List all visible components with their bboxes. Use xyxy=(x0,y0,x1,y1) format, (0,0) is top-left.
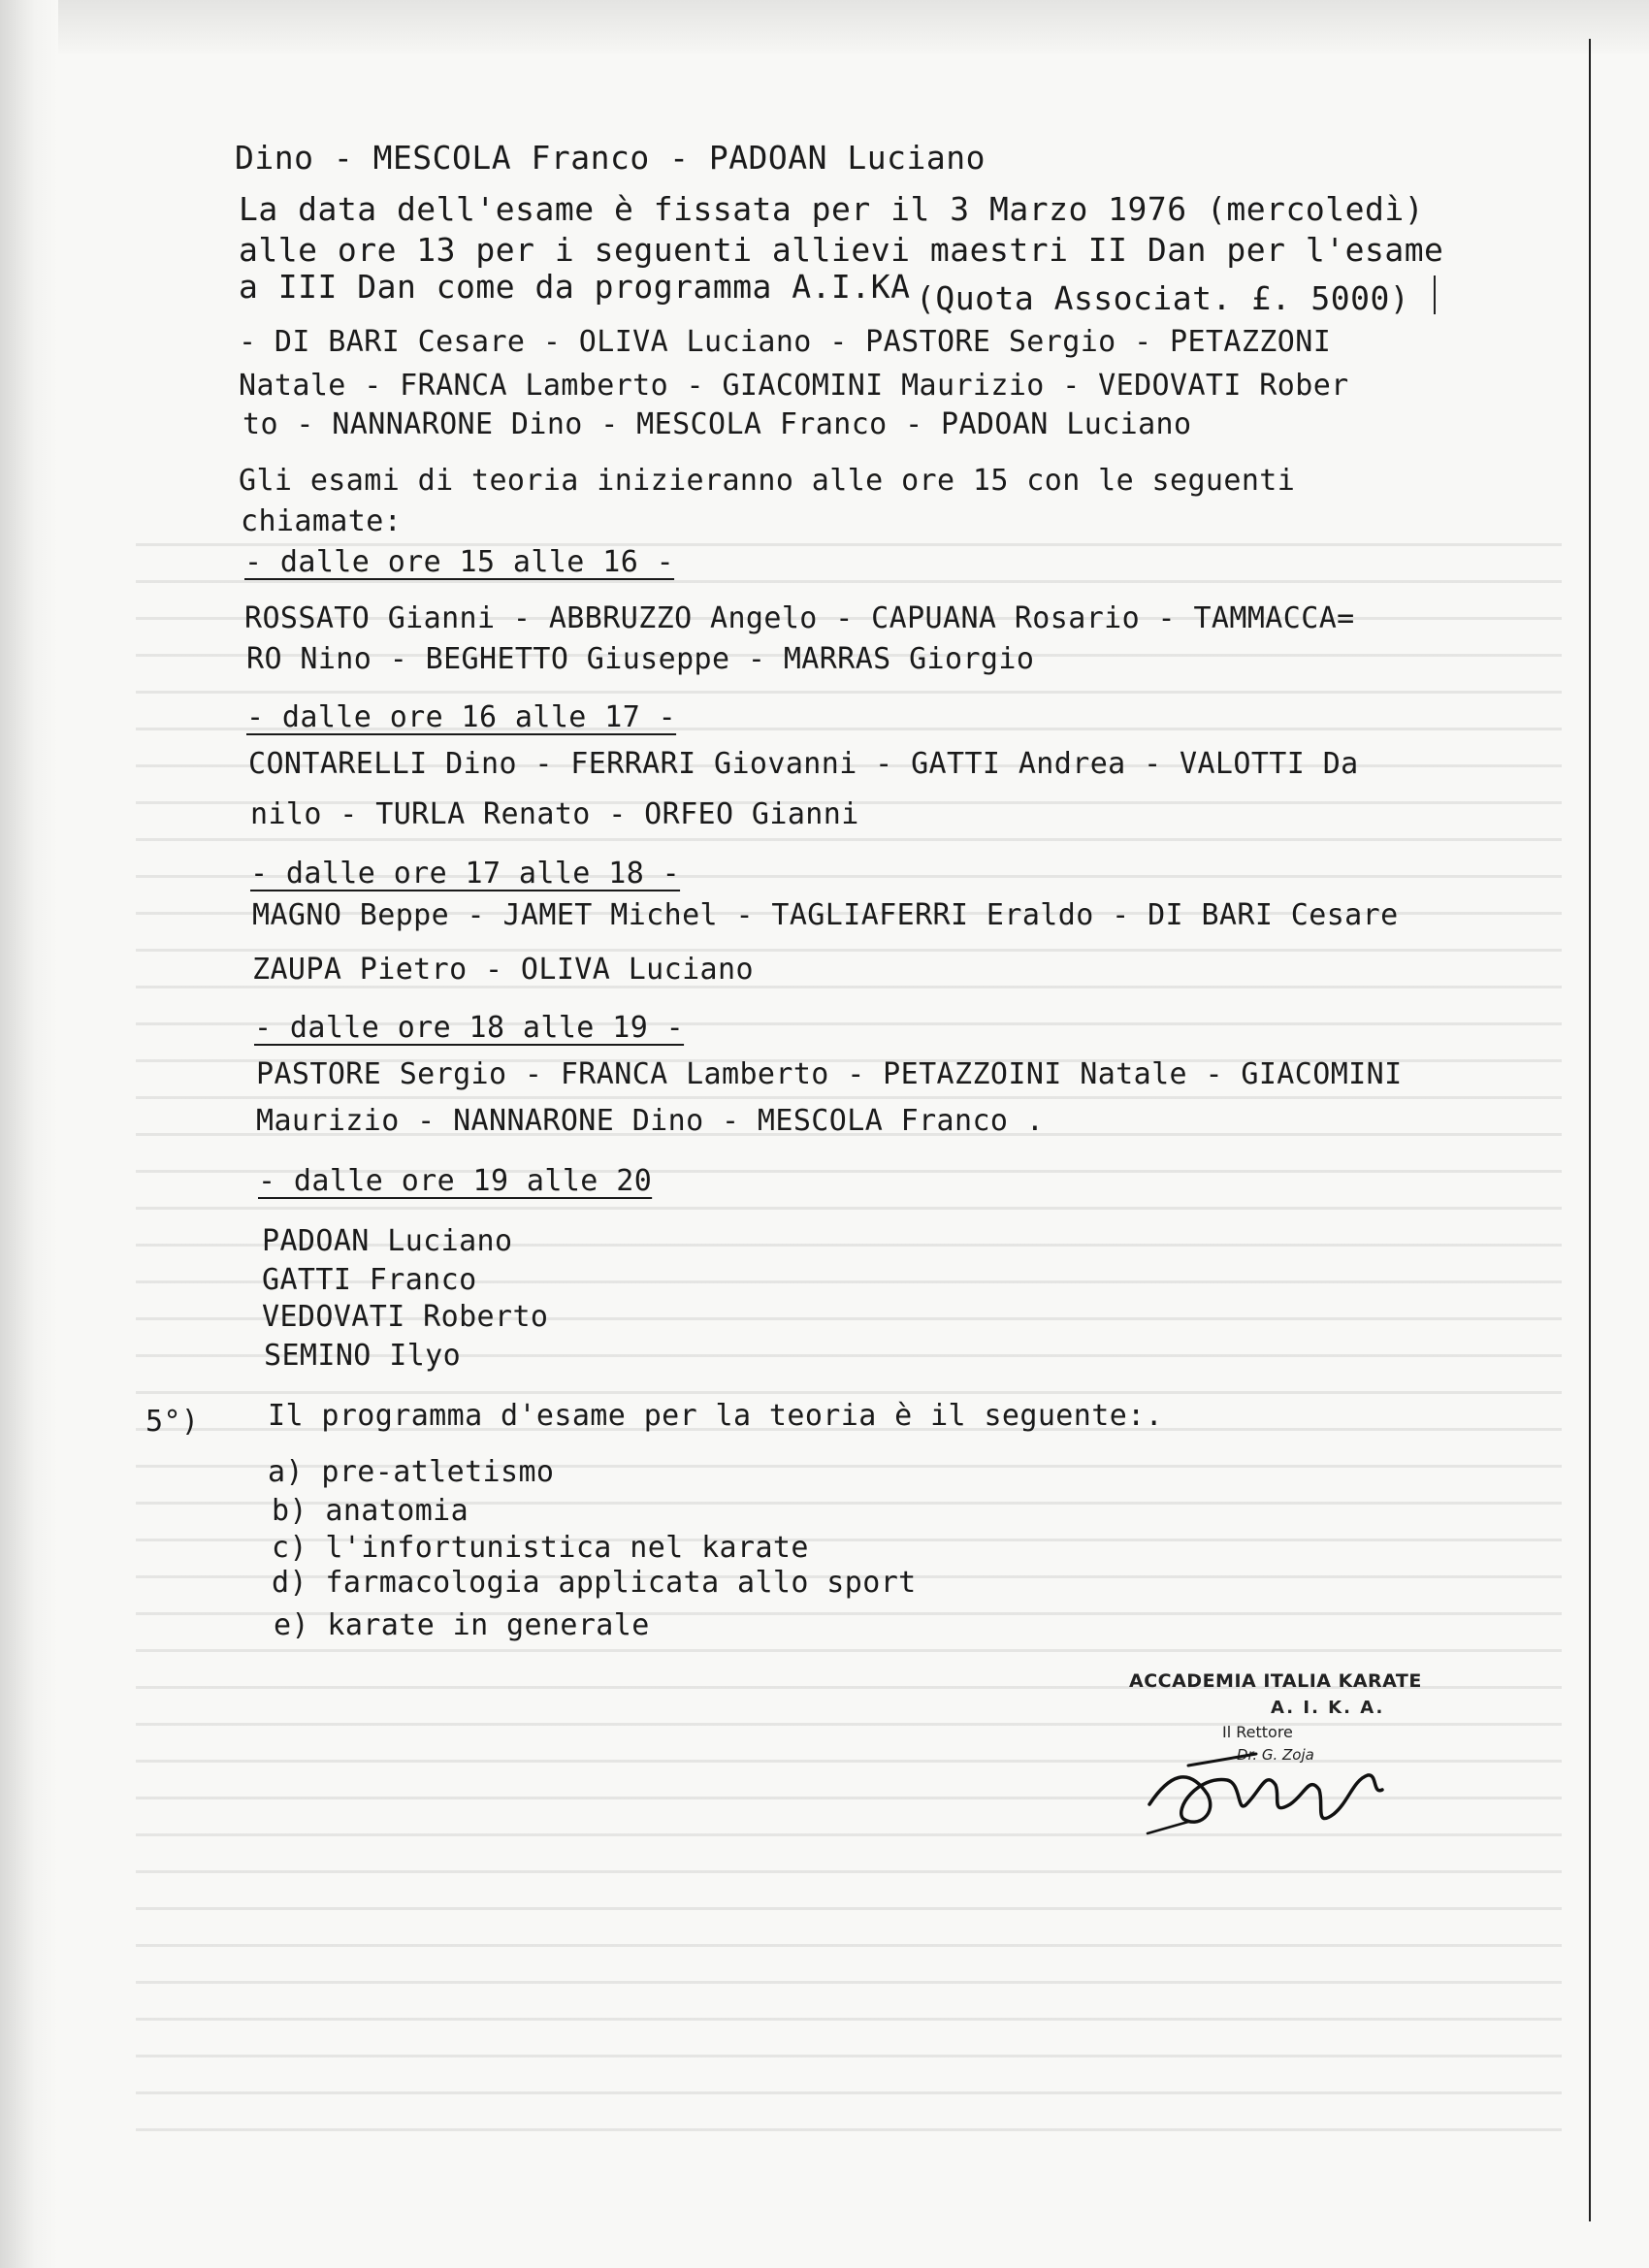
slot-names: PASTORE Sergio - FRANCA Lamberto - PETAZZOINI Natale - GIACOMINI xyxy=(256,1057,1403,1091)
program-item: c) l'infortunistica nel karate xyxy=(272,1531,809,1565)
program-intro: Il programma d'esame per la teoria è il seguente:. xyxy=(268,1399,1164,1433)
text-line: to - NANNARONE Dino - MESCOLA Franco - PADOAN Luciano xyxy=(242,407,1192,441)
stamp-role: Il Rettore xyxy=(1222,1723,1293,1741)
stamp-abbr: A. I. K. A. xyxy=(1271,1698,1385,1718)
text-line: Gli esami di teoria inizieranno alle ore 15 con le seguenti xyxy=(239,464,1296,498)
slot-heading: - dalle ore 16 alle 17 - xyxy=(246,700,677,734)
slot-names: VEDOVATI Roberto xyxy=(262,1300,549,1334)
bracket-mark xyxy=(1434,275,1436,314)
handwritten-signature xyxy=(1130,1736,1421,1853)
slot-names: RO Nino - BEGHETTO Giuseppe - MARRAS Giorgio xyxy=(246,642,1035,676)
slot-names: SEMINO Ilyo xyxy=(264,1339,462,1373)
slot-names: nilo - TURLA Renato - ORFEO Gianni xyxy=(250,797,859,831)
text-line: a III Dan come da programma A.I.KA xyxy=(239,268,911,306)
slot-names: GATTI Franco xyxy=(262,1263,477,1297)
scan-right-edge-line xyxy=(1589,39,1591,2221)
slot-names: CONTARELLI Dino - FERRARI Giovanni - GATTI Andrea - VALOTTI Da xyxy=(248,747,1359,781)
program-item: b) anatomia xyxy=(272,1494,469,1528)
section-number: 5°) xyxy=(146,1405,200,1439)
stamp-org: ACCADEMIA ITALIA KARATE xyxy=(1129,1670,1422,1692)
program-item: a) pre-atletismo xyxy=(268,1455,555,1489)
slot-names: PADOAN Luciano xyxy=(262,1224,513,1258)
slot-heading: - dalle ore 17 alle 18 - xyxy=(250,857,681,891)
stamp-name: Dr. G. Zoja xyxy=(1237,1746,1314,1764)
text-line: Natale - FRANCA Lamberto - GIACOMINI Maurizio - VEDOVATI Rober xyxy=(239,369,1349,403)
slot-heading: - dalle ore 15 alle 16 - xyxy=(244,545,675,579)
text-line: alle ore 13 per i seguenti allievi maestri II Dan per l'esame xyxy=(239,231,1444,269)
program-item: d) farmacologia applicata allo sport xyxy=(272,1566,917,1600)
slot-heading: - dalle ore 18 alle 19 - xyxy=(254,1011,685,1045)
scan-left-shadow xyxy=(0,0,58,2268)
slot-names: ZAUPA Pietro - OLIVA Luciano xyxy=(252,953,754,987)
text-line: chiamate: xyxy=(241,504,403,538)
quota-note: (Quota Associat. £. 5000) xyxy=(916,279,1410,317)
program-item: e) karate in generale xyxy=(274,1608,650,1642)
text-line: - DI BARI Cesare - OLIVA Luciano - PASTORE Sergio - PETAZZONI xyxy=(239,325,1332,359)
text-line: Dino - MESCOLA Franco - PADOAN Luciano xyxy=(235,139,986,177)
slot-names: Maurizio - NANNARONE Dino - MESCOLA Franco . xyxy=(256,1104,1045,1138)
slot-heading: - dalle ore 19 alle 20 xyxy=(258,1164,653,1198)
slot-names: ROSSATO Gianni - ABBRUZZO Angelo - CAPUANA Rosario - TAMMACCA= xyxy=(244,601,1355,635)
slot-names: MAGNO Beppe - JAMET Michel - TAGLIAFERRI Eraldo - DI BARI Cesare xyxy=(252,898,1399,932)
scan-top-shadow xyxy=(0,0,1649,53)
text-line: La data dell'esame è fissata per il 3 Marzo 1976 (mercoledì) xyxy=(239,190,1425,228)
